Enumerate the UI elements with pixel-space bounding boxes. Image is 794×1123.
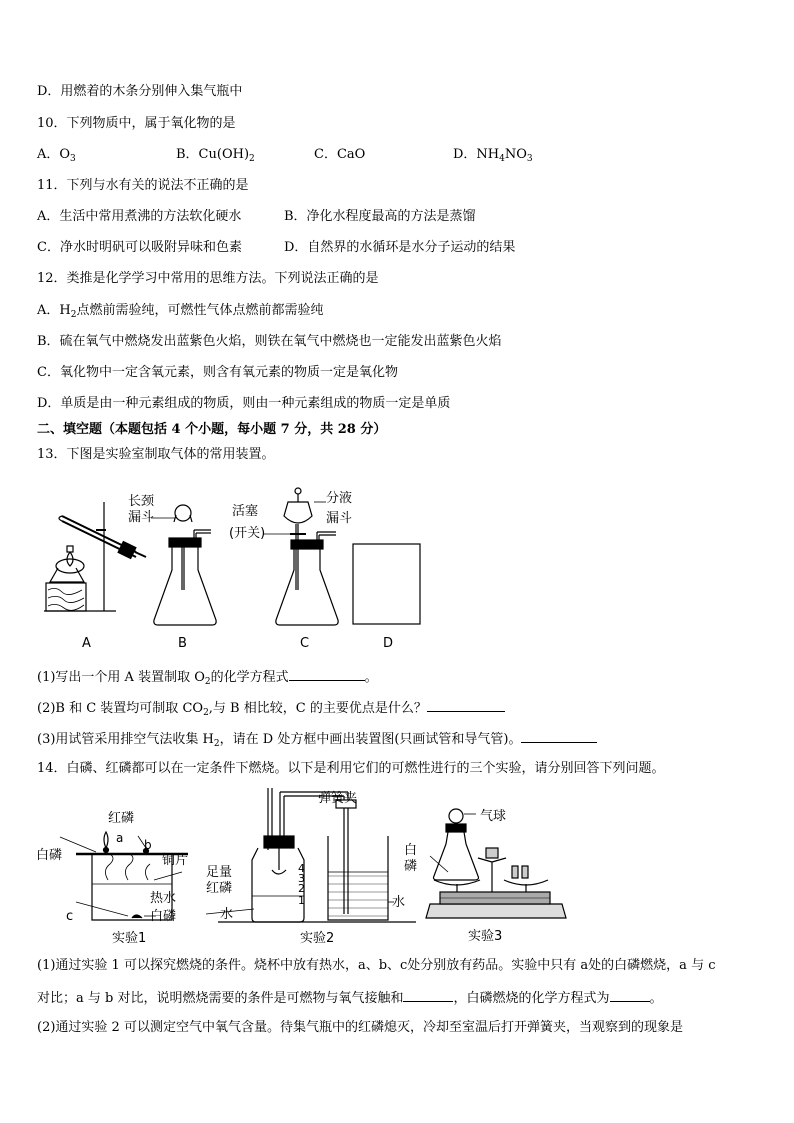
- q11-option-c: C．净水时明矾可以吸附异味和色素: [37, 240, 242, 255]
- exp1-copper-sheet: 铜片: [162, 853, 189, 868]
- q11-option-d: D．自然界的水循环是水分子运动的结果: [284, 240, 516, 255]
- q10-option-b: B．$Cu(OH)_2$: [176, 147, 255, 164]
- exp2-caption: 实验2: [300, 931, 335, 946]
- q14-experiments-figure: [36, 784, 576, 950]
- apparatus-b: [151, 505, 216, 625]
- exp2-water-right: 水: [392, 895, 406, 910]
- funnel-sep-label-2: 漏斗: [326, 511, 353, 526]
- exp3-balloon: 气球: [480, 809, 507, 824]
- exp1-caption: 实验1: [112, 931, 147, 946]
- q9-option-d: D．用燃着的木条分别伸入集气瓶中: [37, 84, 243, 99]
- funnel-sep-label-1: 分液: [326, 491, 353, 506]
- blank-q13-3[interactable]: [521, 730, 597, 743]
- q11-option-a: A．生活中常用煮沸的方法软化硬水: [37, 209, 242, 224]
- blank-q14-1a[interactable]: [403, 989, 453, 1002]
- answer-box-d: [353, 544, 420, 624]
- q11-option-b: B．净化水程度最高的方法是蒸馏: [284, 209, 476, 224]
- exp2-mark-1: 1: [298, 894, 305, 907]
- q12-option-c: C．氧化物中一定含氧元素，则含有氧元素的物质一定是氧化物: [37, 365, 398, 380]
- label-c: C: [300, 636, 310, 651]
- exp2-mark-3: 3: [298, 872, 305, 885]
- q13-stem: 13．下图是实验室制取气体的常用装置。: [37, 447, 275, 462]
- q10-option-a: A．$O_3$: [37, 147, 76, 164]
- exp1-red-phosphorus: 红磷: [108, 811, 135, 826]
- stopcock-label-2: (开关): [229, 526, 266, 541]
- q13-part1: (1)写出一个用 A 装置制取 $O_2$的化学方程式 。: [37, 670, 378, 687]
- funnel-long-label-2: 漏斗: [128, 510, 155, 525]
- blank-q13-2[interactable]: [427, 699, 505, 712]
- q14-stem: 14．白磷、红磷都可以在一定条件下燃烧。以下是利用它们的可燃性进行的三个实验，请分别回答下列问题。: [37, 761, 665, 776]
- exp1-hot-water: 热水: [150, 891, 177, 906]
- stopcock-label-1: 活塞: [232, 504, 259, 519]
- apparatus-c: [264, 488, 338, 625]
- experiment-1: [60, 832, 188, 920]
- blank-q13-1[interactable]: [289, 668, 365, 681]
- q13-part2: (2)B 和 C 装置均可制取 $CO_2$,与 B 相比较，C 的主要优点是什么？: [37, 699, 505, 717]
- exp2-mark-4: 4: [298, 862, 305, 875]
- experiment-2: [206, 788, 416, 922]
- funnel-long-label-1: 长颈: [128, 494, 155, 509]
- q14-part1-line1: (1)通过实验 1 可以探究燃烧的条件。烧杯中放有热水，a、b、c处分别放有药品。实验中只有 a处的白磷燃烧，a 与 c: [37, 958, 716, 973]
- q12-option-d: D．单质是由一种元素组成的物质，则由一种元素组成的物质一定是单质: [37, 396, 451, 411]
- exp1-white-phosphorus-left: 白磷: [36, 848, 63, 863]
- exp3-white-label-1: 白: [404, 843, 418, 858]
- exp3-caption: 实验3: [468, 929, 503, 944]
- exp1-white-phosphorus-bottom: 白磷: [150, 909, 177, 924]
- exp2-enough-label-2: 红磷: [206, 881, 233, 896]
- experiment-3: [426, 809, 566, 918]
- q10-stem: 10．下列物质中，属于氧化物的是: [37, 116, 236, 131]
- section-heading: 二、填空题（本题包括 4 个小题，每小题 7 分，共 28 分）: [37, 422, 387, 437]
- label-b: B: [178, 636, 187, 651]
- q10-option-c: C．CaO: [314, 147, 366, 162]
- exp2-spring-clip: 弹簧夹: [318, 791, 358, 806]
- label-a: A: [82, 636, 91, 651]
- q13-part3: (3)用试管采用排空气法收集 $H_2$，请在 D 处方框中画出装置图(只画试管和导气管)。: [37, 730, 597, 748]
- q13-apparatus-figure: [36, 480, 436, 655]
- exp2-water-left: 水: [220, 907, 234, 922]
- q12-option-b: B．硫在氧气中燃烧发出蓝紫色火焰，则铁在氧气中燃烧也一定能发出蓝紫色火焰: [37, 334, 502, 349]
- exp1-label-b: b: [144, 838, 152, 852]
- exp3-white-label-2: 磷: [404, 859, 418, 874]
- q12-stem: 12．类推是化学学习中常用的思维方法。下列说法正确的是: [37, 271, 379, 286]
- q14-part2: (2)通过实验 2 可以测定空气中氧气含量。待集气瓶中的红磷熄灭，冷却至室温后打开弹簧夹，当观察到的现象是: [37, 1020, 683, 1035]
- exp1-label-a: a: [116, 831, 124, 845]
- q11-stem: 11．下列与水有关的说法不正确的是: [37, 178, 249, 193]
- label-d: D: [383, 636, 394, 651]
- q14-part1-line2: 对比；a 与 b 对比，说明燃烧需要的条件是可燃物与氧气接触和 ，白磷燃烧的化学方程式为 。: [37, 991, 663, 1006]
- exp2-mark-2: 2: [298, 882, 305, 895]
- exp2-enough-label-1: 足量: [206, 865, 233, 880]
- exp1-label-c: c: [66, 909, 74, 924]
- q10-option-d: D．$NH_4NO_3$: [453, 147, 533, 164]
- q12-option-a: A．$H_2$点燃前需验纯，可燃性气体点燃前都需验纯: [37, 303, 324, 320]
- blank-q14-1b[interactable]: [610, 989, 650, 1002]
